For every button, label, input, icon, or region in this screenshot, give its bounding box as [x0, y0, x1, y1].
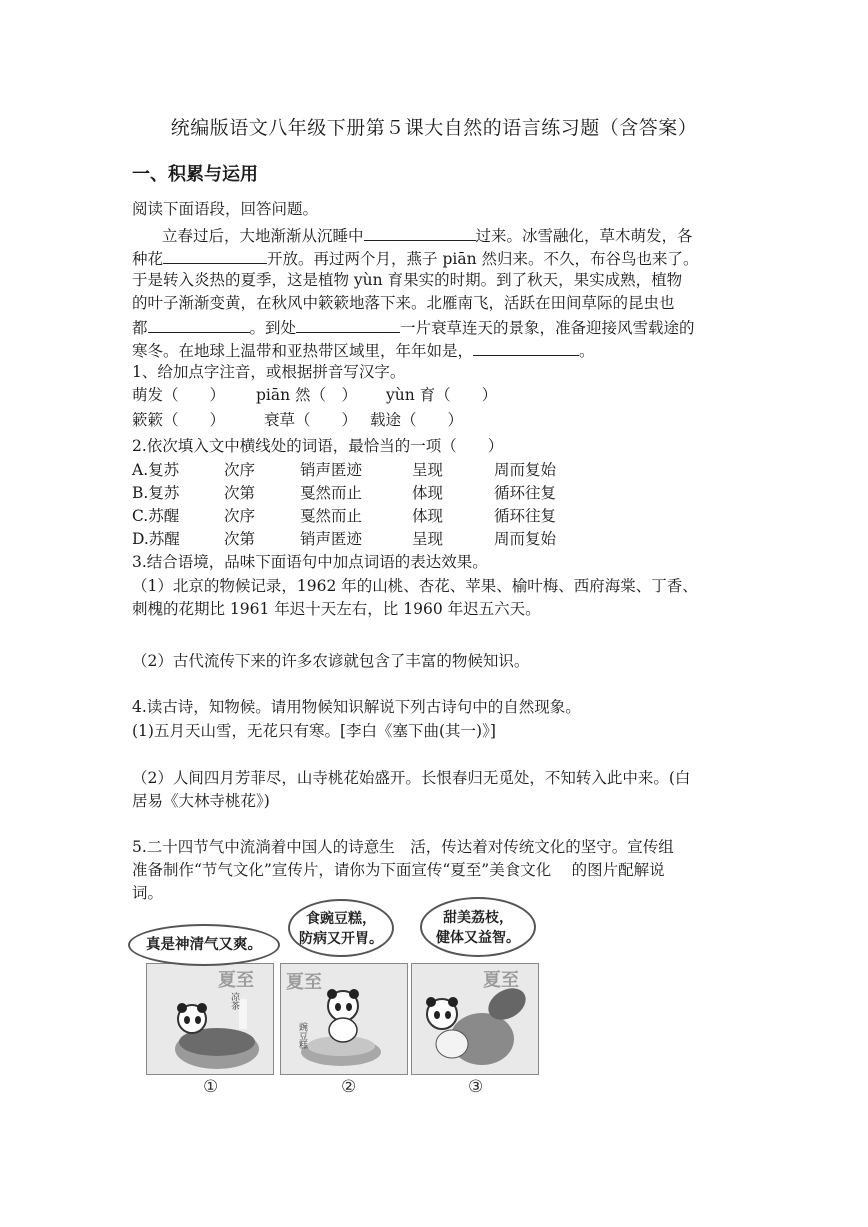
question-1-row-1: 萌发（ ） piān 然（ ） yùn 育（ ） — [132, 386, 498, 404]
question-5-line-1: 5.二十四节气中流淌着中国人的诗意生 活，传达着对传统文化的坚守。宣传组 — [132, 838, 674, 856]
picture-2-bubble: 食豌豆糕， 防病又开胃。 — [288, 899, 394, 957]
question-4-poem-2b: 居易《大林寺桃花》) — [132, 792, 270, 810]
picture-1-tag: 夏至 — [218, 970, 254, 991]
panda-lychee-illustration — [412, 964, 538, 1074]
option-b: B.复苏 次第 戛然而止 体现 循环往复 — [132, 484, 557, 502]
picture-1-panel — [146, 963, 274, 1075]
passage-line-3: 于是转入炎热的夏季，这是植物 yùn 育果实的时期。到了秋天，果实成熟，植物 — [132, 271, 683, 289]
question-5-line-3: 词。 — [132, 884, 164, 902]
blank-5 — [473, 339, 579, 356]
option-d: D.苏醒 次第 销声匿迹 呈现 周而复始 — [132, 530, 557, 548]
intro-text: 阅读下面语段，回答问题。 — [132, 200, 319, 218]
picture-3-panel — [411, 963, 539, 1075]
blank-1 — [364, 224, 476, 241]
section-heading: 一、积累与运用 — [132, 164, 258, 185]
picture-3-tag: 夏至 — [483, 970, 519, 991]
picture-3-bubble: 甜美荔枝， 健体又益智。 — [420, 897, 536, 957]
passage-line-4: 的叶子渐渐变黄，在秋风中簌簌地落下来。北雁南飞，活跃在田间草际的昆虫也 — [132, 294, 675, 312]
question-4-stem: 4.读古诗，知物候。请用物候知识解说下列古诗句中的自然现象。 — [132, 698, 581, 716]
picture-1-number: ① — [203, 1077, 219, 1097]
question-1-stem: 1、给加点字注音，或根据拼音写汉字。 — [132, 363, 406, 381]
picture-1-label: 凉茶 — [229, 992, 239, 1010]
question-3-stem: 3.结合语境，品味下面语句中加点词语的表达效果。 — [132, 553, 488, 571]
picture-2-tag: 夏至 — [286, 972, 322, 993]
question-4-poem-2a: （2）人间四月芳菲尽，山寺桃花始盛开。长恨春归无觅处，不知转入此中来。(白 — [132, 769, 691, 787]
question-3-sentence-1a: （1）北京的物候记录，1962 年的山桃、杏花、苹果、榆叶梅、西府海棠、丁香、 — [132, 577, 698, 595]
question-2-stem: 2.依次填入文中横线处的词语，最恰当的一项（ ） — [132, 437, 504, 455]
option-a: A.复苏 次序 销声匿迹 呈现 周而复始 — [132, 461, 557, 479]
blank-4 — [296, 316, 400, 333]
passage-line-5: 都 。到处 一片衰草连天的景象，准备迎接风雪载途的 — [132, 316, 695, 338]
passage-line-6: 寒冬。在地球上温带和亚热带区域里，年年如是， 。 — [132, 339, 595, 361]
passage-line-2: 种花 开放。再过两个月，燕子 piān 然归来。不久，布谷鸟也来了。 — [132, 247, 698, 269]
question-3-sentence-2: （2）古代流传下来的许多农谚就包含了丰富的物候知识。 — [132, 652, 530, 670]
document-title: 统编版语文八年级下册第５课大自然的语言练习题（含答案） — [170, 117, 698, 139]
question-5-line-2: 准备制作“节气文化”宣传片，请你为下面宣传“夏至”美食文化 的图片配解说 — [132, 861, 665, 879]
picture-1-bubble: 真是神清气又爽。 — [128, 924, 280, 966]
question-4-poem-1: (1)五月天山雪，无花只有寒。[李白《塞下曲(其一)》] — [132, 722, 496, 740]
question-1-row-2: 簌簌（ ） 衰草（ ） 载途（ ） — [132, 411, 464, 429]
picture-2-number: ② — [341, 1077, 357, 1097]
picture-3-number: ③ — [468, 1077, 484, 1097]
panda-tea-illustration — [147, 964, 273, 1074]
blank-2 — [163, 247, 267, 264]
picture-2-label: 豌豆糕 — [297, 1022, 307, 1049]
question-3-sentence-1b: 刺槐的花期比 1961 年迟十天左右，比 1960 年迟五六天。 — [132, 600, 541, 618]
option-c: C.苏醒 次序 戛然而止 体现 循环往复 — [132, 507, 557, 525]
passage-line-1: 立春过后，大地渐渐从沉睡中 过来。冰雪融化，草木萌发，各 — [162, 224, 693, 246]
blank-3 — [148, 316, 250, 333]
